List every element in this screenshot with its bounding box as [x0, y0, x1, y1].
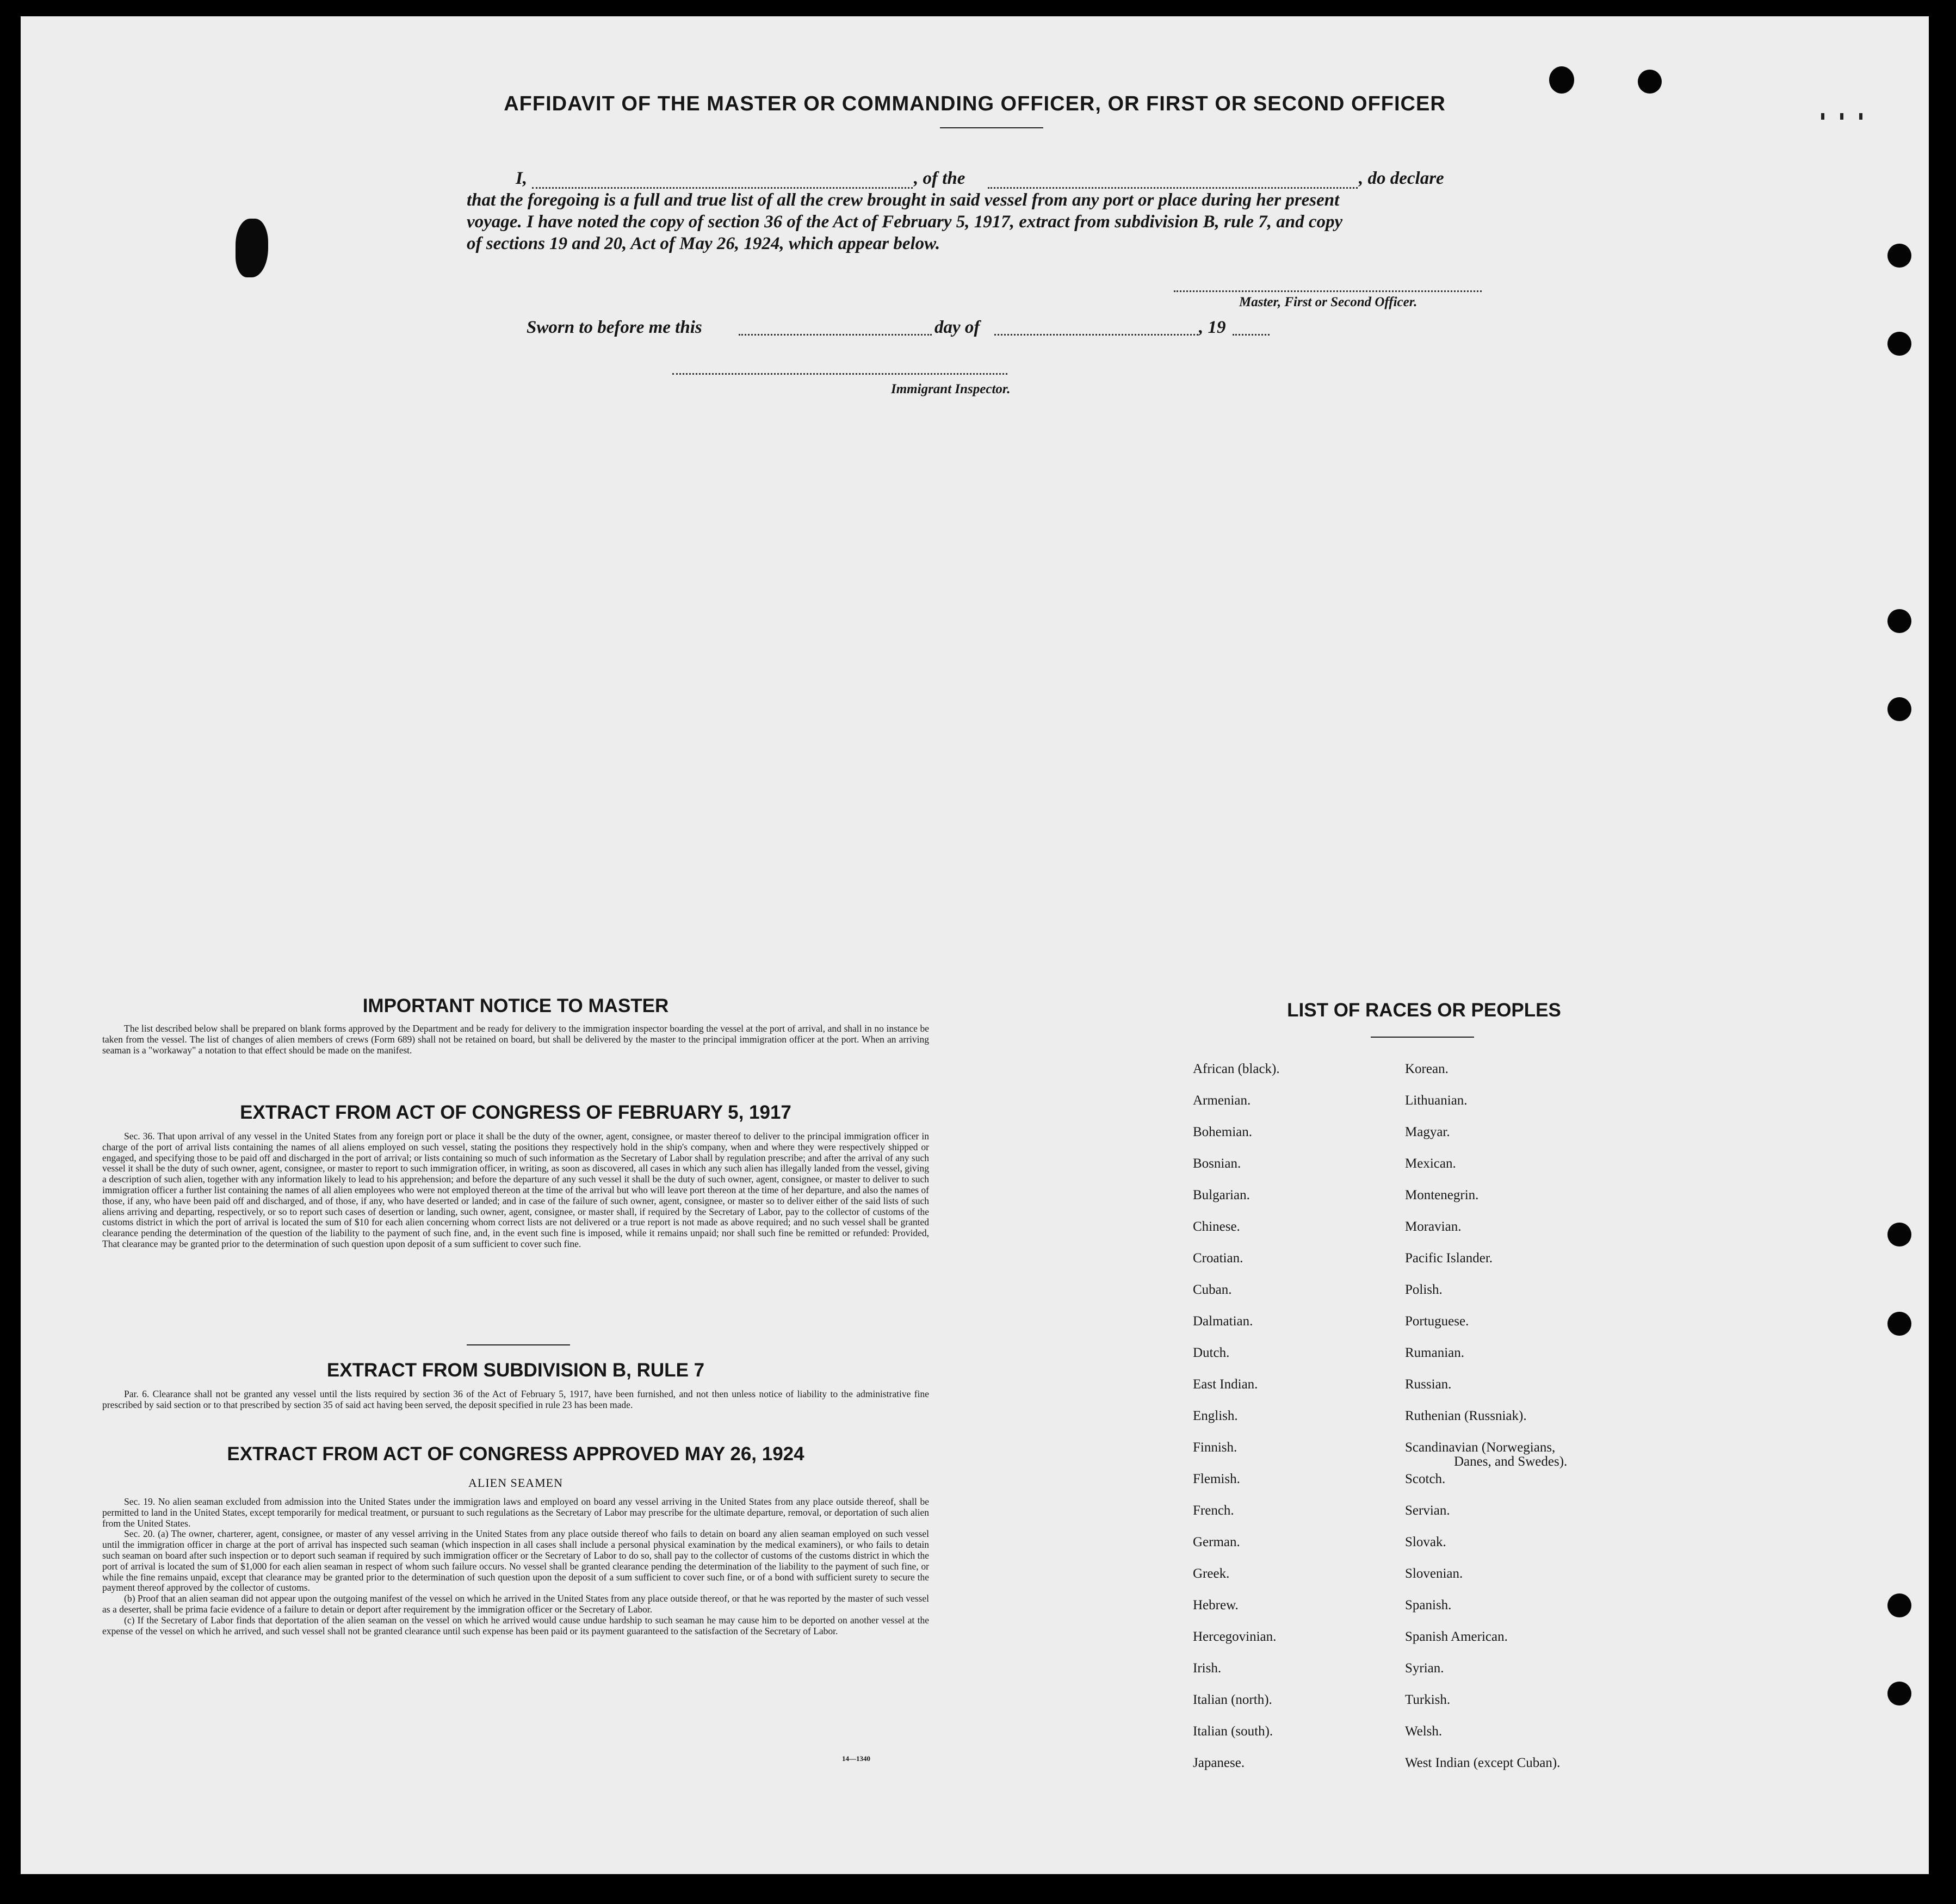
binder-hole	[1887, 1682, 1911, 1705]
binder-hole	[1549, 66, 1574, 94]
section-20a-paragraph: Sec. 20. (a) The owner, charterer, agent, consignee, or master of any vessel arriving in the United States from any place outside thereof who fails to detain on board any alien seaman employed on such vessel until the immigration officer in charge at the port of arrival has inspected such seaman (which inspection in all cases shall include a personal physical examination by the medical examiners), or who fails to detain such seaman on board after such inspection or to deport such seaman if required by such immigration officer or the Secretary of Labor to do so, shall pay to the collector of customs of the customs district in which the port of arrival is located the sum of $1,000 for each alien seaman in respect of whom such failure occurs. No vessel shall be granted clearance pending the determination of the liability to the payment of such fine, or while the fine remains unpaid, except that clearance may be granted prior to the determination of such question upon the deposit of a sum sufficient to cover such fine, or of a bond with sufficient surety to secure the payment thereof approved by the collector of customs.	[102, 1528, 929, 1593]
signature-blank	[1174, 290, 1482, 292]
section-19-paragraph: Sec. 19. No alien seaman excluded from admission into the United States under the immigration laws and employed on board any vessel arriving in the United States from any place outside thereof, shall be permitted to land in the United States, except temporarily for medical treatment, or pursuant to such regulations as the Secretary of Labor may prescribe for the ultimate departure, removal, or deportation of such alien from the United States.	[102, 1496, 929, 1529]
race-item: French.	[1193, 1503, 1234, 1518]
binder-hole	[1887, 697, 1911, 721]
race-item: Mexican.	[1405, 1156, 1456, 1171]
binder-hole	[1638, 70, 1662, 94]
alien-seamen-subtitle: ALIEN SEAMEN	[468, 1476, 563, 1490]
binder-hole	[1887, 244, 1911, 268]
extract-1924-text	[102, 1497, 929, 1636]
race-item: Rumanian.	[1405, 1345, 1465, 1360]
declaration-line-3: voyage. I have noted the copy of section 36 of the Act of February 5, 1917, extract from subdivision B, rule 7, and copy	[467, 212, 1343, 232]
extract-rule7-title: EXTRACT FROM SUBDIVISION B, RULE 7	[326, 1360, 705, 1381]
race-item: Turkish.	[1405, 1692, 1451, 1707]
notice-paragraph: The list described below shall be prepared on blank forms approved by the Department and be ready for delivery to the immigration inspector boarding the vessel at the port of arrival, and shall in no instance be taken from the vessel. The list of changes of alien members of crews (Form 689) shall not be retained on board, but shall be delivered by the master to the principal immigration officer at the port. When an arriving seaman is a "workaway" a notation to that effect should be made on the manifest.	[102, 1023, 929, 1056]
race-item: Japanese.	[1193, 1756, 1245, 1770]
race-item: Pacific Islander.	[1405, 1251, 1493, 1266]
races-left-column	[1193, 1062, 1421, 1790]
race-item: Ruthenian (Russniak).	[1405, 1409, 1527, 1423]
race-item: Bulgarian.	[1193, 1188, 1250, 1202]
vessel-name-blank	[988, 187, 1358, 189]
binder-hole	[1887, 609, 1911, 633]
race-item: Spanish.	[1405, 1598, 1452, 1612]
race-item: German.	[1193, 1535, 1240, 1549]
of-the-label: , of the	[914, 169, 965, 188]
notice-title: IMPORTANT NOTICE TO MASTER	[362, 995, 669, 1016]
race-item: Armenian.	[1193, 1093, 1251, 1108]
race-item: Korean.	[1405, 1062, 1449, 1076]
binder-hole	[1887, 1312, 1911, 1336]
sworn-day-blank	[739, 334, 932, 336]
document-sheet	[21, 16, 1929, 1874]
race-item: Russian.	[1405, 1377, 1452, 1392]
sworn-day-of: day of	[934, 318, 980, 337]
race-item: Syrian.	[1405, 1661, 1444, 1676]
declaration-line-2: that the foregoing is a full and true list of all the crew brought in said vessel from any port or place during her present	[467, 190, 1340, 210]
notice-text	[102, 1024, 929, 1056]
declarant-name-blank	[532, 187, 913, 189]
sworn-year: , 19	[1199, 318, 1226, 337]
par-6-paragraph: Par. 6. Clearance shall not be granted any vessel until the lists required by section 36 of the Act of February 5, 1917, have been furnished, and not then unless notice of liability to the administrative fine prescribed by said section or to that prescribed by section 35 of said act having been served, the deposit specified in rule 23 has been made.	[102, 1388, 929, 1410]
race-item-continuation: Danes, and Swedes).	[1454, 1454, 1568, 1469]
title-underline	[940, 127, 1043, 128]
extract-1924-title: EXTRACT FROM ACT OF CONGRESS APPROVED MAY 26, 1924	[227, 1443, 804, 1465]
race-item: Welsh.	[1405, 1724, 1443, 1739]
race-item: Slovenian.	[1405, 1566, 1463, 1581]
race-item: Hebrew.	[1193, 1598, 1239, 1612]
race-item: Chinese.	[1193, 1219, 1240, 1234]
race-item: African (black).	[1193, 1062, 1280, 1076]
races-title: LIST OF RACES OR PEOPLES	[1287, 1000, 1561, 1021]
races-title-underline	[1371, 1037, 1474, 1038]
race-item: East Indian.	[1193, 1377, 1258, 1392]
race-item: Servian.	[1405, 1503, 1450, 1518]
form-number: 14—1340	[842, 1754, 870, 1763]
extract-1917-title: EXTRACT FROM ACT OF CONGRESS OF FEBRUARY 5, 1917	[240, 1102, 791, 1123]
race-item: Dalmatian.	[1193, 1314, 1253, 1329]
sworn-prefix: Sworn to before me this	[527, 318, 702, 337]
sworn-year-blank	[1233, 334, 1270, 336]
extract-rule7-text	[102, 1389, 929, 1411]
inspector-label: Immigrant Inspector.	[891, 382, 1011, 396]
race-item: Montenegrin.	[1405, 1188, 1479, 1202]
race-item: Hercegovinian.	[1193, 1629, 1277, 1644]
section-20c-paragraph: (c) If the Secretary of Labor finds that deportation of the alien seaman on the vessel on which he arrived would cause undue hardship to such seaman he may cause him to be deported on another vessel at the expense of the vessel on which he arrived, and such vessel shall not be granted clearance until such expense has been paid or its payment guaranteed to the satisfaction of the Secretary of Labor.	[102, 1614, 929, 1636]
section-36-paragraph: Sec. 36. That upon arrival of any vessel in the United States from any foreign port or place it shall be the duty of the owner, agent, consignee, or master thereof to deliver to the principal immigration officer in charge of the port of arrival lists containing the names of all aliens employed on such vessel, stating the positions they respectively hold in the ship's company, when and where they were respectively shipped or engaged, and specifying those to be paid off and discharged in the port of arrival; or lists containing so much of such information as the Secretary of Labor shall by regulation prescribe; and after the arrival of any such vessel it shall be the duty of such owner, agent, consignee, or master to report to such immigration officer, in writing, as soon as discovered, all cases in which any such alien has illegally landed from the vessel, giving a description of such alien, together with any information likely to lead to his apprehension; and before the departure of any such vessel it shall be the duty of such owner, agent, consignee, or master to deliver to such immigration officer a further list containing the names of all alien employees who were not employed thereon at the time of the arrival but who will leave port thereon at the time of her departure, and also the names of those, if any, who have been paid off and discharged, and of those, if any, who have deserted or landed; and in case of the failure of such owner, agent, consignee, or master so to deliver either of the said lists of such aliens arriving and departing, respectively, or so to report such cases of desertion or landing, such owner, agent, consignee, or master shall, if required by the Secretary of Labor, pay to the collector of customs of the customs district in which the port of arrival is located the sum of $10 for each alien concerning whom correct lists are not delivered or a true report is not made as above required; and no such vessel shall be granted clearance pending the determination of the question of the liability to the payment of such fine, and, in the event such fine is imposed, while it remains unpaid; nor shall such fine be remitted or refunded: Provided, That clearance may be granted prior to the determination of such question upon deposit of a sum sufficient to cover such fine.	[102, 1131, 929, 1249]
race-item: Dutch.	[1193, 1345, 1230, 1360]
race-item: Greek.	[1193, 1566, 1230, 1581]
race-item: Moravian.	[1405, 1219, 1462, 1234]
extract-1917-text	[102, 1131, 929, 1250]
race-item: Flemish.	[1193, 1472, 1240, 1486]
race-item: Bohemian.	[1193, 1125, 1253, 1139]
affidavit-title: AFFIDAVIT OF THE MASTER OR COMMANDING OFFICER, OR FIRST OR SECOND OFFICER	[504, 92, 1446, 115]
race-item: Polish.	[1405, 1282, 1443, 1297]
race-item: Italian (south).	[1193, 1724, 1273, 1739]
race-item: Magyar.	[1405, 1125, 1450, 1139]
race-item: Croatian.	[1193, 1251, 1243, 1266]
declaration-line-4: of sections 19 and 20, Act of May 26, 1924, which appear below.	[467, 234, 940, 253]
race-item: Scotch.	[1405, 1472, 1446, 1486]
declaration-line-1	[467, 168, 1544, 189]
race-item: Portuguese.	[1405, 1314, 1469, 1329]
race-item: Scandinavian (Norwegians,	[1405, 1440, 1556, 1455]
race-item: Lithuanian.	[1405, 1093, 1468, 1108]
races-right-column	[1405, 1062, 1644, 1790]
section-divider	[467, 1344, 570, 1345]
signature-label: Master, First or Second Officer.	[1239, 295, 1418, 309]
race-item: English.	[1193, 1409, 1238, 1423]
section-20b-paragraph: (b) Proof that an alien seaman did not appear upon the outgoing manifest of the vessel on which he arrived in the United States from any place outside thereof, or that he was reported by the master of such vessel as a deserter, shall be prima facie evidence of a failure to detain or deport after requirement by the immigration officer or the Secretary of Labor.	[102, 1593, 929, 1615]
race-item: Cuban.	[1193, 1282, 1232, 1297]
race-item: Italian (north).	[1193, 1692, 1272, 1707]
sworn-month-blank	[994, 334, 1198, 336]
race-item: Finnish.	[1193, 1440, 1237, 1455]
binder-hole	[1887, 332, 1911, 356]
race-item: Bosnian.	[1193, 1156, 1241, 1171]
race-item: Spanish American.	[1405, 1629, 1508, 1644]
ink-blot	[236, 219, 268, 277]
race-item: West Indian (except Cuban).	[1405, 1756, 1561, 1770]
race-item: Irish.	[1193, 1661, 1222, 1676]
inspector-signature-blank	[672, 373, 1007, 375]
declarant-label: I,	[516, 169, 528, 188]
binder-hole	[1887, 1223, 1911, 1246]
do-declare-label: , do declare	[1359, 169, 1444, 188]
sworn-line	[467, 317, 1544, 338]
race-item: Slovak.	[1405, 1535, 1446, 1549]
binder-hole	[1887, 1593, 1911, 1617]
